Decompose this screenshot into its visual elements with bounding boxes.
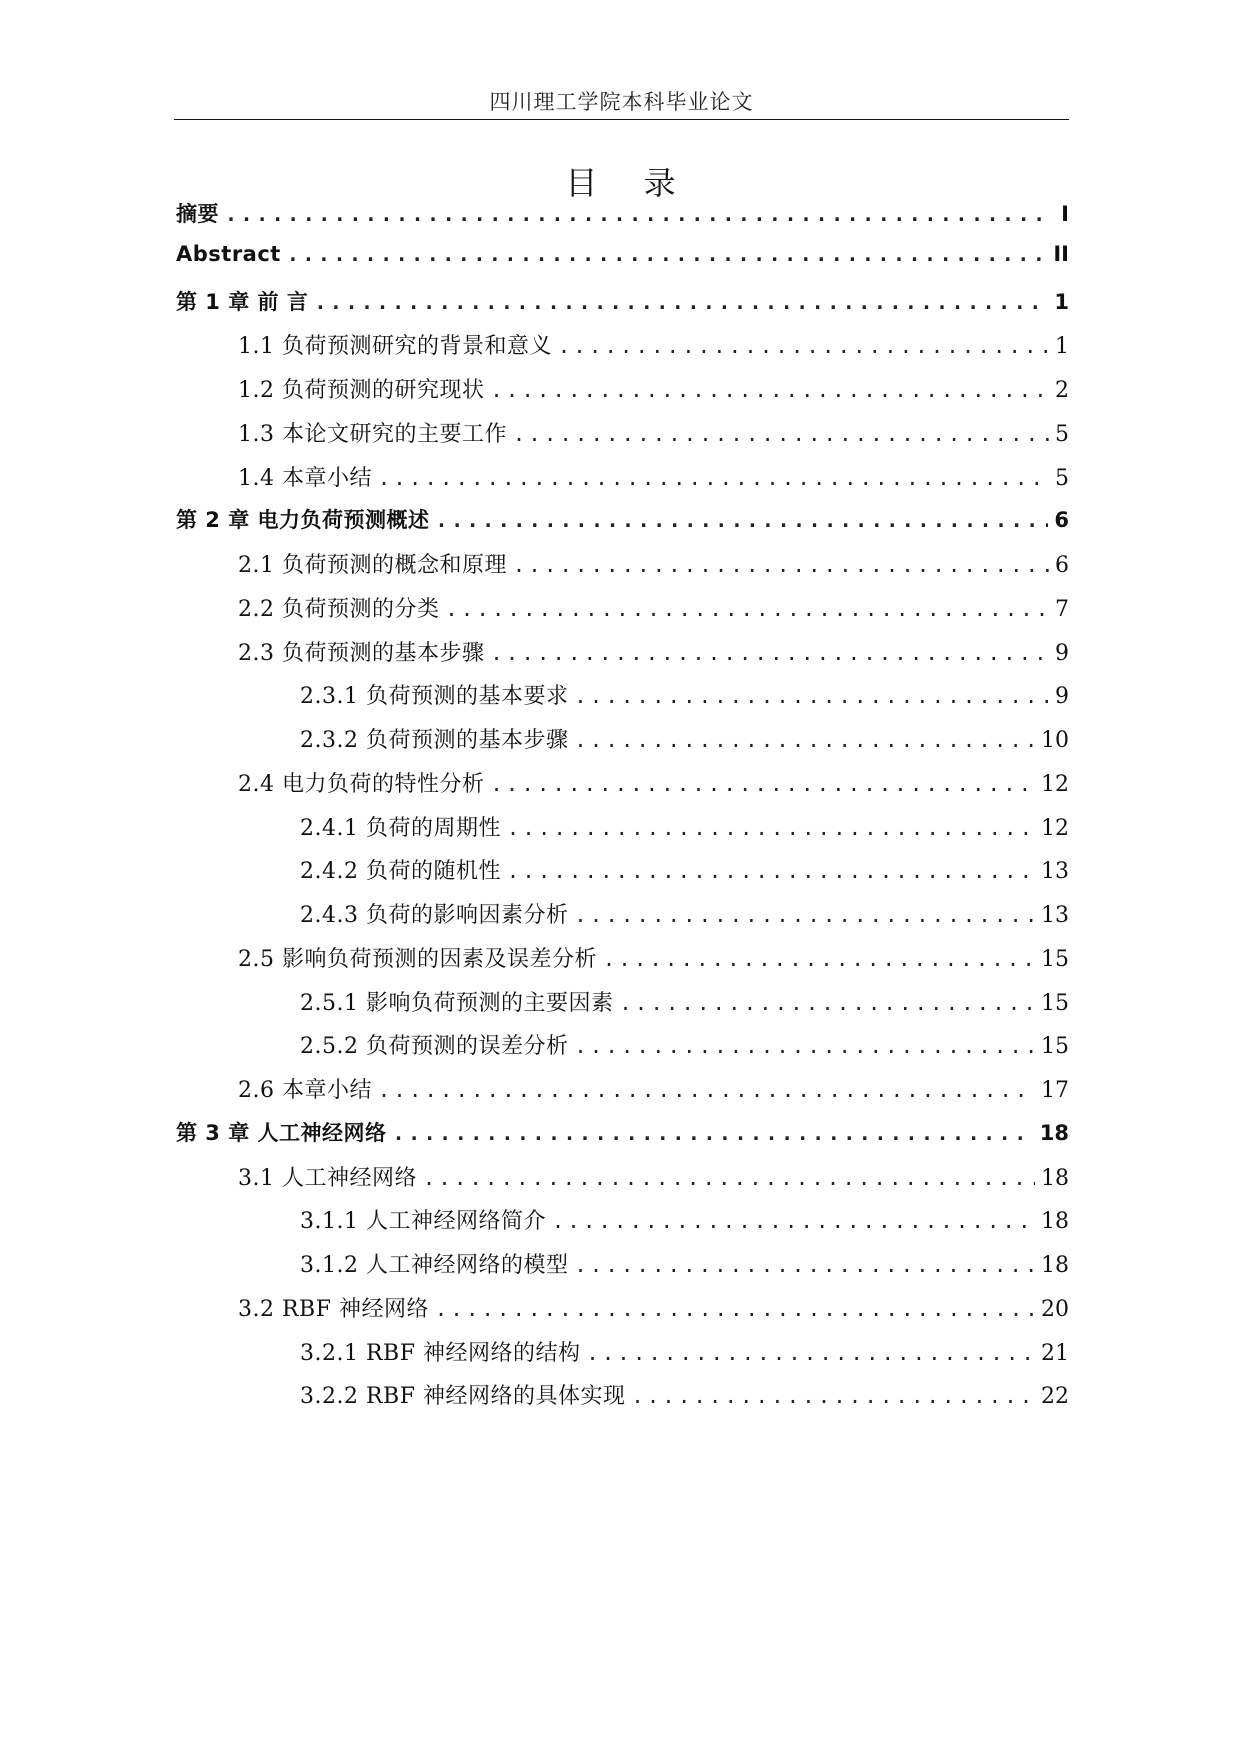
- toc-leader-dots: [287, 242, 1048, 266]
- toc-entry-page-number: 2: [1055, 378, 1069, 403]
- toc-entry-page-number: 15: [1041, 947, 1069, 972]
- toc-entry[interactable]: [176, 242, 1069, 274]
- toc-entry-page-number: 9: [1055, 684, 1069, 709]
- toc-entry-label: 3.1.1 人工神经网络简介: [300, 1209, 546, 1234]
- toc-entry[interactable]: [300, 1336, 1069, 1368]
- toc-entry-page-number: 7: [1055, 597, 1069, 622]
- toc-entry[interactable]: [300, 1204, 1069, 1236]
- toc-entry-page-number: II: [1053, 242, 1069, 266]
- toc-entry-label: 2.3.2 负荷预测的基本步骤: [300, 728, 569, 753]
- toc-entry[interactable]: [300, 986, 1069, 1018]
- toc-entry[interactable]: [238, 373, 1069, 405]
- toc-entry-page-number: 6: [1055, 553, 1069, 578]
- toc-entry-label: 3.1 人工神经网络: [238, 1166, 417, 1191]
- toc-entry-label: 3.2.1 RBF 神经网络的结构: [300, 1341, 581, 1366]
- toc-entry-label: 1.3 本论文研究的主要工作: [238, 422, 507, 447]
- toc-leader-dots: [378, 1078, 1035, 1102]
- toc-entry-label: 2.5.2 负荷预测的误差分析: [300, 1034, 569, 1059]
- toc-entry-label: 2.3 负荷预测的基本步骤: [238, 641, 485, 666]
- toc-entry-label: 2.4.2 负荷的随机性: [300, 859, 501, 884]
- toc-entry-page-number: 12: [1041, 816, 1069, 841]
- toc-entry-label: 3.1.2 人工神经网络的模型: [300, 1253, 569, 1278]
- toc-entry-label: 1.4 本章小结: [238, 466, 372, 491]
- toc-entry[interactable]: [238, 942, 1069, 974]
- toc-entry-page-number: 13: [1041, 903, 1069, 928]
- toc-entry-label: 3.2 RBF 神经网络: [238, 1297, 429, 1322]
- toc-entry-page-number: 21: [1041, 1341, 1069, 1366]
- toc-entry-page-number: 1: [1055, 334, 1069, 359]
- toc-leader-dots: [631, 1384, 1035, 1408]
- toc-entry[interactable]: [300, 1379, 1069, 1411]
- toc-entry[interactable]: [238, 329, 1069, 361]
- toc-entry[interactable]: [238, 417, 1069, 449]
- toc-leader-dots: [507, 859, 1035, 883]
- toc-entry[interactable]: [300, 1248, 1069, 1280]
- toc-entry-label: 2.4 电力负荷的特性分析: [238, 772, 485, 797]
- toc-leader-dots: [513, 422, 1049, 446]
- toc-leader-dots: [586, 1341, 1035, 1365]
- toc-leader-dots: [558, 334, 1049, 358]
- toc-entry-label: 2.4.1 负荷的周期性: [300, 816, 501, 841]
- toc-entry[interactable]: [176, 198, 1069, 230]
- header-rule: [174, 119, 1069, 120]
- toc-entry-label: 1.1 负荷预测研究的背景和意义: [238, 334, 552, 359]
- toc-entry[interactable]: [300, 898, 1069, 930]
- toc-entry[interactable]: [300, 854, 1069, 886]
- toc-entry[interactable]: [176, 504, 1069, 536]
- toc-leader-dots: [574, 728, 1035, 752]
- toc-entry-label: 2.3.1 负荷预测的基本要求: [300, 684, 569, 709]
- toc-entry[interactable]: [300, 811, 1069, 843]
- toc-entry-page-number: 10: [1041, 728, 1069, 753]
- toc-entry[interactable]: [300, 1029, 1069, 1061]
- toc-entry[interactable]: [300, 723, 1069, 755]
- toc-entry-page-number: 15: [1041, 1034, 1069, 1059]
- toc-leader-dots: [574, 1034, 1035, 1058]
- toc-leader-dots: [490, 641, 1049, 665]
- toc-entry-page-number: 18: [1039, 1121, 1069, 1145]
- toc-entry-page-number: 18: [1041, 1209, 1069, 1234]
- toc-leader-dots: [490, 378, 1049, 402]
- toc-leader-dots: [619, 991, 1035, 1015]
- toc-leader-dots: [423, 1166, 1035, 1190]
- toc-entry[interactable]: [238, 1073, 1069, 1105]
- toc-leader-dots: [490, 772, 1035, 796]
- toc-entry-label: 摘要: [176, 202, 219, 226]
- toc-entry-label: 3.2.2 RBF 神经网络的具体实现: [300, 1384, 626, 1409]
- toc-leader-dots: [436, 508, 1049, 532]
- toc-leader-dots: [574, 903, 1035, 927]
- toc-entry-page-number: 5: [1055, 466, 1069, 491]
- toc-entry-page-number: 12: [1041, 772, 1069, 797]
- toc-entry-page-number: 22: [1041, 1384, 1069, 1409]
- toc-entry[interactable]: [176, 286, 1069, 318]
- toc-entry-page-number: 1: [1054, 290, 1069, 314]
- toc-leader-dots: [574, 684, 1049, 708]
- toc-entry-label: 2.6 本章小结: [238, 1078, 372, 1103]
- toc-entry[interactable]: [238, 461, 1069, 493]
- toc-entry-page-number: 6: [1054, 508, 1069, 532]
- toc-entry-page-number: 20: [1041, 1297, 1069, 1322]
- toc-entry[interactable]: [238, 1292, 1069, 1324]
- toc-leader-dots: [314, 290, 1048, 314]
- toc-leader-dots: [507, 816, 1035, 840]
- toc-entry-label: Abstract: [176, 242, 281, 266]
- toc-entry-label: 2.4.3 负荷的影响因素分析: [300, 903, 569, 928]
- page-title: 目 录: [565, 164, 694, 202]
- toc-entry-page-number: 18: [1041, 1253, 1069, 1278]
- toc-entry-label: 2.5.1 影响负荷预测的主要因素: [300, 991, 614, 1016]
- toc-leader-dots: [225, 202, 1049, 226]
- toc-leader-dots: [552, 1209, 1035, 1233]
- toc-entry[interactable]: [300, 679, 1069, 711]
- toc-entry-label: 2.1 负荷预测的概念和原理: [238, 553, 507, 578]
- toc-leader-dots: [445, 597, 1049, 621]
- toc-entry-page-number: 18: [1041, 1166, 1069, 1191]
- toc-entry-label: 1.2 负荷预测的研究现状: [238, 378, 485, 403]
- toc-entry[interactable]: [238, 1161, 1069, 1193]
- toc-leader-dots: [393, 1121, 1034, 1145]
- toc-leader-dots: [603, 947, 1035, 971]
- toc-entry-label: 第 3 章 人工神经网络: [176, 1121, 387, 1145]
- toc-entry[interactable]: [176, 1117, 1069, 1149]
- toc-entry[interactable]: [238, 592, 1069, 624]
- toc-entry-page-number: 9: [1055, 641, 1069, 666]
- toc-entry-label: 第 2 章 电力负荷预测概述: [176, 508, 430, 532]
- running-header: 四川理工学院本科毕业论文: [489, 90, 754, 114]
- toc-entry-label: 2.5 影响负荷预测的因素及误差分析: [238, 947, 597, 972]
- toc-leader-dots: [574, 1253, 1035, 1277]
- toc-entry-page-number: 13: [1041, 859, 1069, 884]
- toc-entry-label: 第 1 章 前 言: [176, 290, 309, 314]
- toc-entry-page-number: I: [1061, 202, 1069, 226]
- toc-entry-page-number: 5: [1055, 422, 1069, 447]
- toc-entry[interactable]: [238, 767, 1069, 799]
- toc-entry-page-number: 15: [1041, 991, 1069, 1016]
- toc-entry[interactable]: [238, 548, 1069, 580]
- toc-entry[interactable]: [238, 636, 1069, 668]
- toc-leader-dots: [435, 1297, 1035, 1321]
- toc-entry-page-number: 17: [1041, 1078, 1069, 1103]
- toc-leader-dots: [513, 553, 1049, 577]
- toc-leader-dots: [378, 466, 1049, 490]
- toc-entry-label: 2.2 负荷预测的分类: [238, 597, 440, 622]
